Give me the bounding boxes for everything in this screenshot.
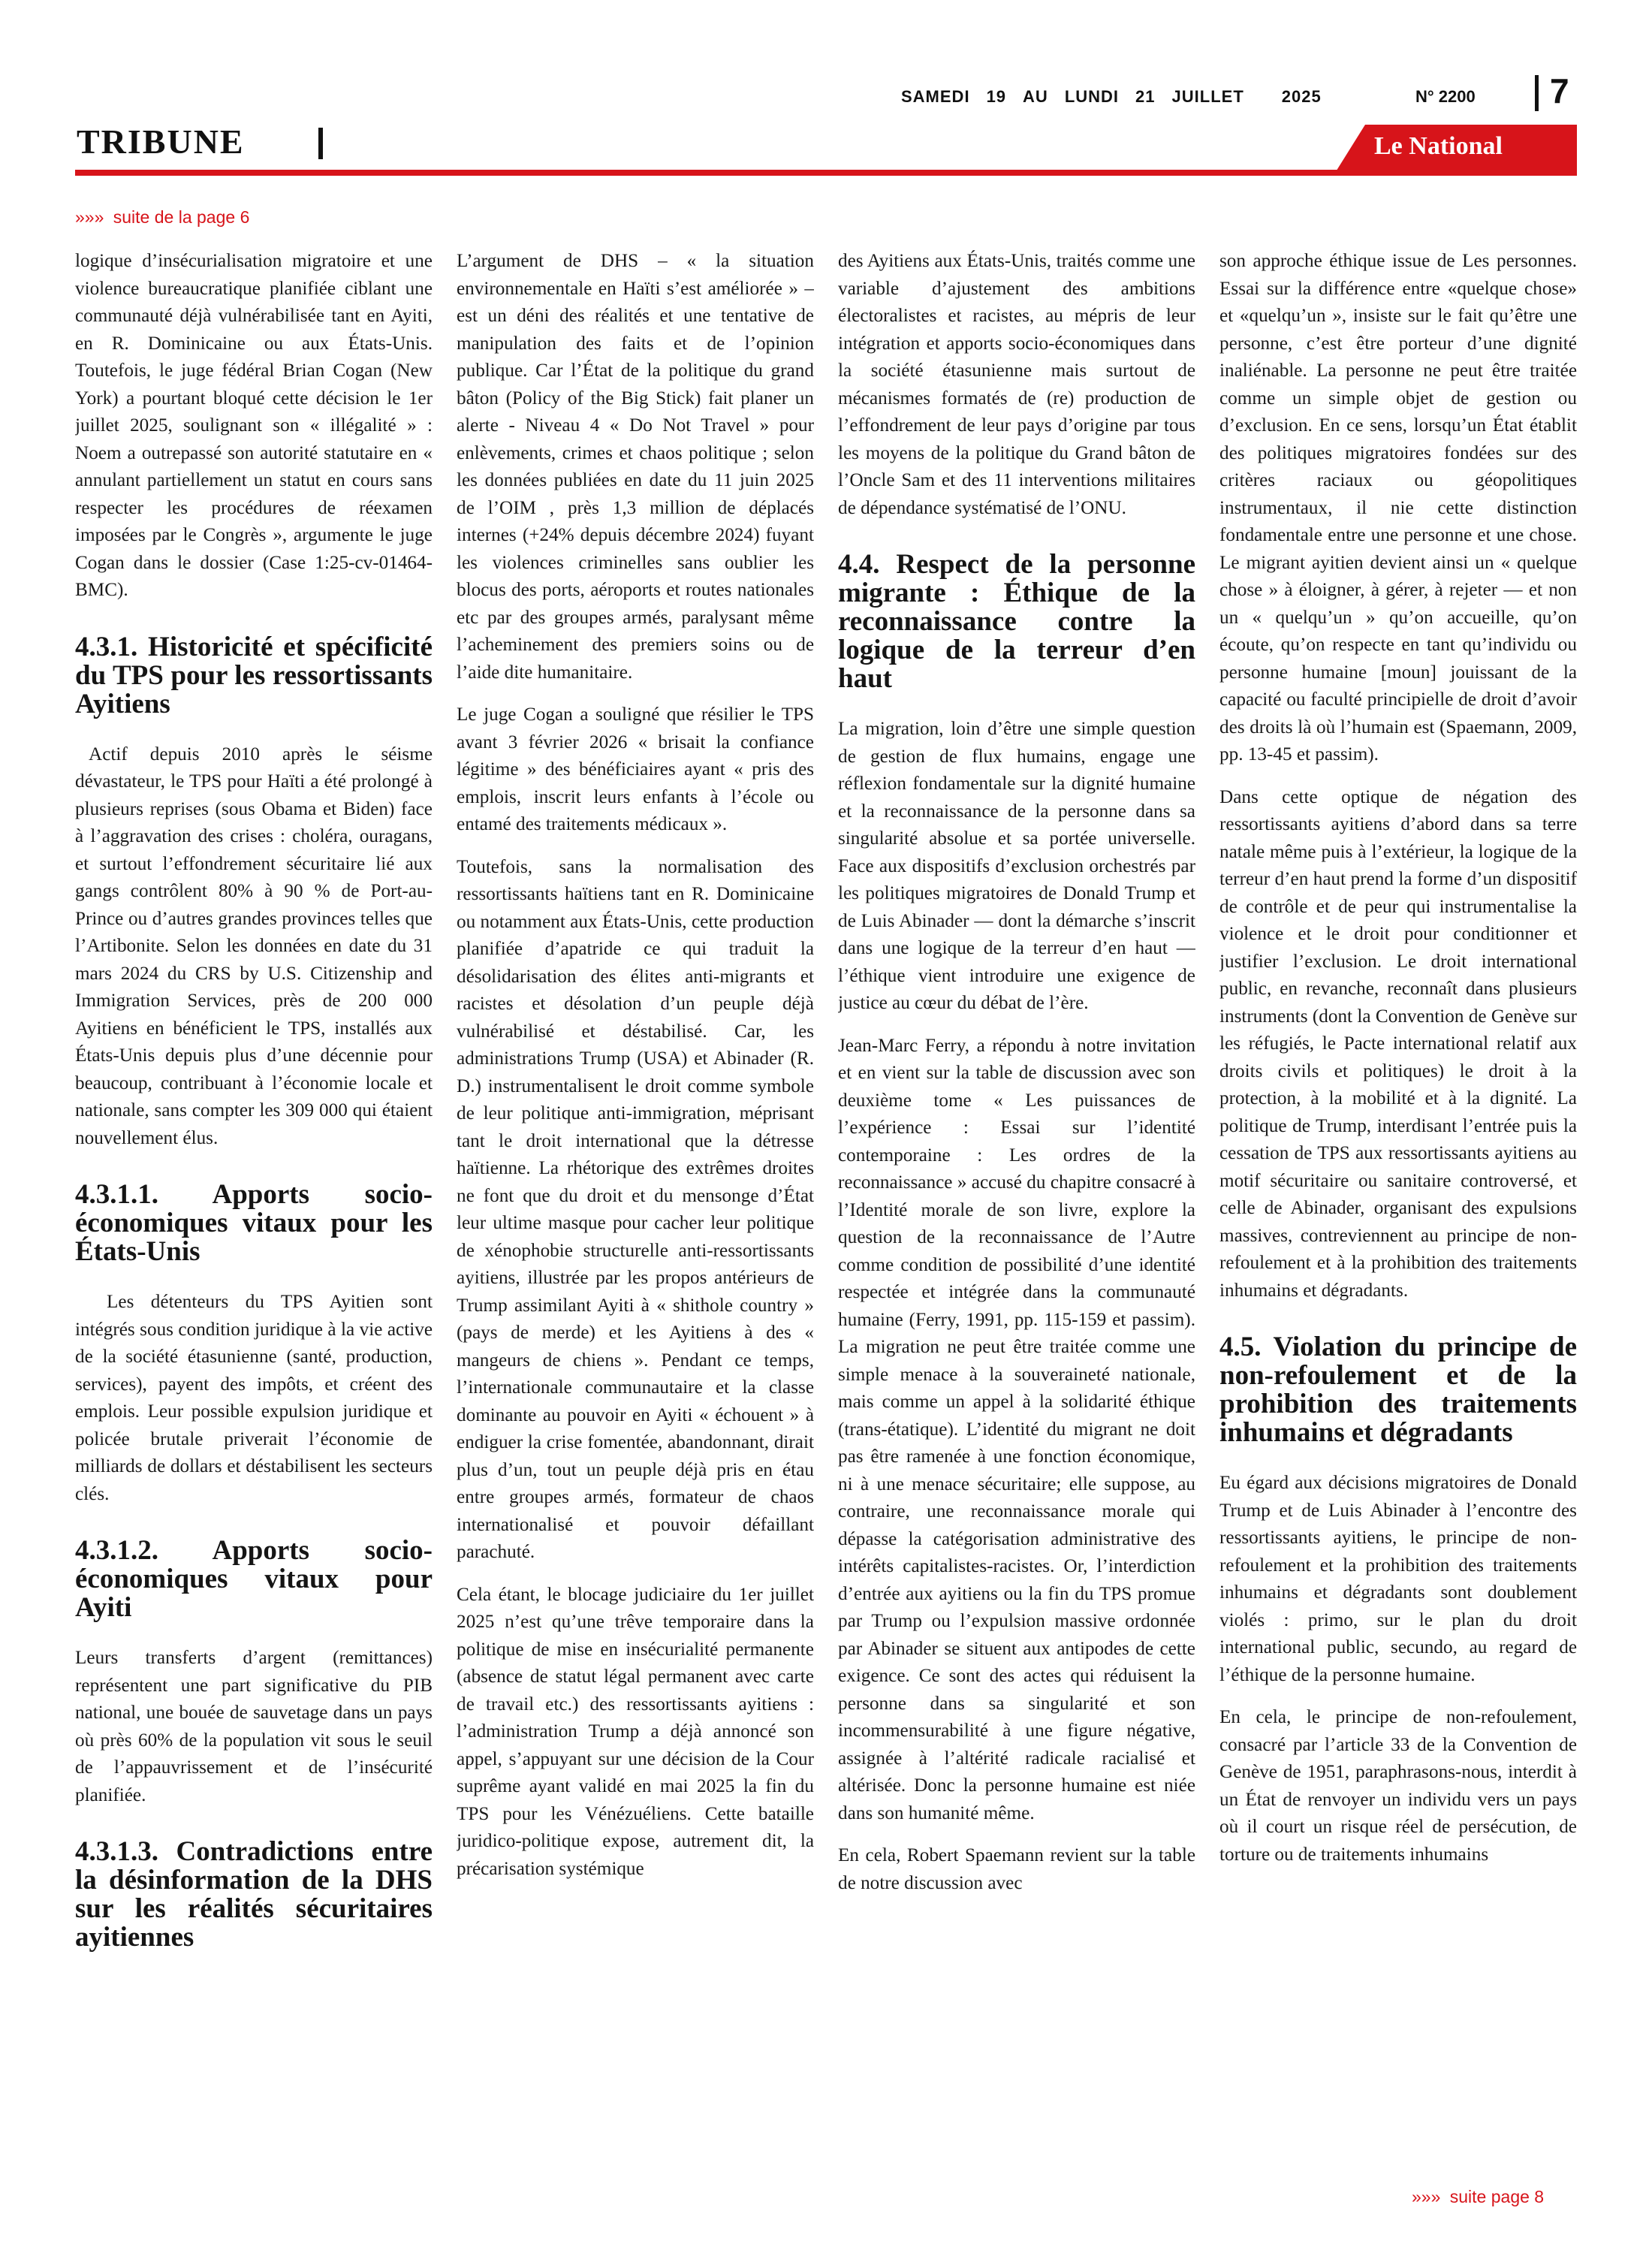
paragraph: Le juge Cogan a souligné que résilier le TPS avant 3 février 2026 « brisait la confiance légitime » des bénéficiaires ayant « pris des emplois, inscrit leurs enfants à l’école ou entamé des traitements médicaux ». <box>457 704 814 834</box>
continued-from-arrows: »»» <box>75 207 104 227</box>
paragraph: Leurs transferts d’argent (remittances) représentent une part significative du PIB national, une bouée de sauvetage dans un pays où près 60% de la population vit sous le seuil de l’appauvrissement et de l’insécurité planifiée. <box>75 1648 433 1805</box>
paragraph: des Ayitiens aux États-Unis, traités comme une variable d’ajustement des ambitions électoralistes et racistes, au mépris de leur intégration et apports socio-économiques dans la société étasunienne mais surtout de mécanismes formatés de (re) production de l’effondrement de leur pays d’origine par tous les moyens de la politique du Grand bâton de l’Oncle Sam et des 11 interventions militaires de dépendance systématisé de l’ONU. <box>838 251 1195 518</box>
paragraph: Toutefois, sans la normalisation des ressortissants haïtiens tant en R. Dominicaine ou notamment aux États-Unis, cette production planifiée d’apatride ce qui traduit la désolidarisation des élites anti-migrants et racistes et désolation d’un peuple déjà vulnérabilisé et déstabilisé. Car, les administrations Trump (USA) et Abinader (R. D.) instrumentalisent le droit comme symbole de leur politique anti-immigration, méprisant tant le droit international que la détresse haïtienne. La rhétorique des extrêmes droites ne font que du droit et du mensonge d’État leur ultime masque pour cacher leur politique de xénophobie structurelle anti-ressortissants ayitiens, illustrée par les propos antérieurs de Trump assimilant Ayiti à « shithole country » (pays de merde) et les Ayitiens à des « mangeurs de chiens ». Pendant ce temps, l’internationale communautaire et la classe dominante au pouvoir en Ayiti « échouent » à endiguer la crise fomentée, abandonnant, dirait plus d’un, tout un peuple déjà pris en étau entre groupes armés, formateur de chaos internationalisé et pouvoir défaillant parachuté. <box>457 856 814 1562</box>
subheading: 4.3.1.3. Contradictions entre la désinformation de la DHS sur les réalités sécuritaires ayitiennes <box>75 1836 433 1953</box>
date-number-end: 21 <box>1135 87 1156 106</box>
continued-from-text: suite de la page <box>113 207 236 227</box>
paragraph: L’argument de DHS – « la situation environnementale en Haïti s’est améliorée » – est un déni des réalités et une tentative de manipulation des faits et de l’opinion publique. Car l’État de la politique du grand bâton (Policy of the Big Stick) fait planer un alerte - Niveau 4 « Do Not Travel » pour enlèvements, crimes et chaos politique ; selon les données publiées en date du 11 juin 2025 de l’OIM , près 1,3 million de déplacés internes (+24% depuis décembre 2024) fuyant les violences criminelles sans oublier les blocus des ports, aéroports et routes nationales etc par des groupes armés, paralysant même l’acheminement des premiers soins ou de l’aide dite humanitaire. <box>457 251 814 683</box>
paragraph: En cela, Robert Spaemann revient sur la table de notre discussion avec <box>838 1845 1195 1893</box>
paragraph: En cela, le principe de non-refoulement, consacré par l’article 33 de la Convention de Genève de 1951, paraphrasons-nous, interdit à un État de renvoyer un individu vers un pays où il court un risque réel de persécution, de torture ou de traitements inhumains <box>1219 1707 1577 1865</box>
continued-to-text: suite page <box>1449 2187 1530 2206</box>
date-year: 2025 <box>1281 87 1322 106</box>
date-day-end: LUNDI <box>1064 87 1120 106</box>
paragraph: Jean-Marc Ferry, a répondu à notre invitation et en vient sur la table de discussion avec son deuxième tome « Les puissances de l’expérience : Essai sur l’identité contemporaine : Les ordres de la reconnaissance » accusé du chapitre consacré à l’Identité morale de son livre, explore la question de la reconnaissance de l’Autre comme condition de possibilité d’une identité respectée et intégrée dans la communauté humaine (Ferry, 1991, pp. 115-159 et passim). La migration ne peut être traitée comme une simple menace à la souveraineté nationale, mais comme un appel à la solidarité éthique (trans-étatique). L’identité du migrant ne doit pas être ramenée à une fonction économique, ni à une menace sécuritaire; elle suppose, au contraire, une reconnaissance morale qui dépasse la catégorisation administrative des intérêts capitalistes-racistes. Or, l’interdiction d’entrée aux ayitiens ou la fin du TPS promue par Trump ou l’expulsion massive ordonnée par Abinader se situent aux antipodes de cette exigence. Ce sont des actes qui réduisent la personne dans sa singularité et son incommensurabilité à une figure négative, assignée à l’altérité radicale racialisé et altérisée. Donc la personne humaine est niée dans son humanité même. <box>838 1035 1195 1823</box>
paragraph: Les détenteurs du TPS Ayitien sont intégrés sous condition juridique à la vie active de la société étasunienne (santé, production, services), payent des impôts, et créent des emplois. Leur possible expulsion juridique et policée brutale priverait l’économie de milliards de dollars et déstabilisent les secteurs clés. <box>75 1292 433 1504</box>
paragraph: son approche éthique issue de Les personnes. Essai sur la différence entre «quelque chose» et «quelqu’un », insiste sur le fait qu’être une personne, c’est être porteur d’une dignité inaliénable. La personne ne peut être traitée comme un simple objet de gestion ou d’exclusion. En ce sens, lorsqu’un État établit des politiques migratoires fondées sur des critères raciaux ou géopolitiques instrumentaux, il nie cette distinction fondamentale entre une personne et une chose. Le migrant ayitien devient ainsi un « quelque chose » à éloigner, à gérer, à rejeter — et non un « quelqu’un » qu’on accueille, qu’on écoute, qu’on respecte en tant qu’individu ou personne humaine [moun] jouissant de la capacité ou faculté principielle de droit d’avoir des droits là où l’humain est (Spaemann, 2009, pp. 13-45 et passim). <box>1219 251 1577 765</box>
section-title-divider <box>318 128 323 159</box>
date-number-start: 19 <box>986 87 1007 106</box>
paragraph: Actif depuis 2010 après le séisme dévastateur, le TPS pour Haïti a été prolongé à plusieurs reprises (sous Obama et Biden) face à l’aggravation des crises : choléra, ouragans, et surtout l’effondrement sécuritaire lié aux gangs contrôlent 80% à 90 % de Port-au-Prince ou d’autres grandes provinces telles que l’Artibonite. Selon les données en date du 31 mars 2024 du CRS by U.S. Citizenship and Immigration Services, près de 200 000 Ayitiens en bénéficient le TPS, installés aux États-Unis depuis plus d’une décennie pour beaucoup, contribuant à l’économie locale et nationale, sans compter les 309 000 qui étaient nouvellement élus. <box>75 743 433 1148</box>
subheading: 4.4. Respect de la personne migrante : Éthique de la reconnaissance contre la logique de la terreur d’en haut <box>838 549 1195 694</box>
subheading: 4.3.1. Historicité et spécificité du TPS pour les ressortissants Ayitiens <box>75 631 433 719</box>
continued-from-page: 6 <box>240 207 250 227</box>
subheading: 4.3.1.1. Apports socio-économiques vitaux pour les États-Unis <box>75 1179 433 1267</box>
article-column-1 <box>75 248 433 2155</box>
paragraph: Cela étant, le blocage judiciaire du 1er juillet 2025 n’est qu’une trêve temporaire dans la politique de mise en insécurialité permanente (absence de statut légal permanent avec carte de travail etc.) des ressortissants ayitiens : l’administration Trump a déjà annoncé son appel, s’appuyant sur une décision de la Cour suprême ayant validé en mai 2025 la fin du TPS pour les Vénézuéliens. Cette bataille juridico-politique expose, autrement dit, la précarisation systémique <box>457 1584 814 1879</box>
page-number: 7 <box>1550 71 1569 110</box>
paragraph: La migration, loin d’être une simple question de gestion de flux humains, engage une réflexion fondamentale sur la dignité humaine et la reconnaissance de la personne dans sa singularité absolue et sa portée universelle. Face aux dispositifs d’exclusion orchestrés par les politiques migratoires de Donald Trump et de Luis Abinader — dont la démarche s’inscrit dans une logique de la terreur d’en haut — l’éthique vient introduire une exigence de justice au cœur du débat de l’ère. <box>838 719 1195 1013</box>
continued-from-link[interactable] <box>75 207 249 228</box>
section-title: TRIBUNE <box>77 122 245 161</box>
continued-to-arrows: »»» <box>1412 2187 1441 2206</box>
article-column-4 <box>1219 248 1577 2155</box>
publication-name: Le National <box>1374 132 1503 160</box>
date-month: JUILLET <box>1171 87 1244 106</box>
issue-date <box>901 87 1352 107</box>
date-connector: AU <box>1023 87 1048 106</box>
subheading: 4.3.1.2. Apports socio-économiques vitaux pour Ayiti <box>75 1535 433 1623</box>
paragraph: Eu égard aux décisions migratoires de Donald Trump et de Luis Abinader à l’encontre des ressortissants ayitiens, le principe de non-refoulement et la prohibition des traitements inhumains et dégradants sont doublement violés : primo, sur le plan du droit international public, secundo, au regard de l’éthique de la personne humaine. <box>1219 1473 1577 1685</box>
article-column-3 <box>838 248 1195 2155</box>
continued-to-link[interactable] <box>1412 2187 1544 2207</box>
date-day-start: SAMEDI <box>901 87 970 106</box>
page-number-divider <box>1535 75 1539 111</box>
article-column-2 <box>457 248 814 2155</box>
header-rule <box>75 170 1577 176</box>
paragraph: Dans cette optique de négation des ressortissants ayitiens d’abord dans sa terre natale même puis à l’extérieur, la logique de la terreur d’en haut prend la forme d’un dispositif de contrôle et de peur qui instrumentalise la violence et le droit pour conditionner et justifier l’exclusion. Le droit international public, en revanche, reconnaît dans plusieurs instruments (dont la Convention de Genève sur les réfugiés, le Pacte international relatif aux droits civils et politiques) le droit à la protection, à la mobilité et à la dignité. La politique de Trump, interdisant l’entrée puis la cessation de TPS aux ressortissants ayitiens au motif sécuritaire ou sanitaire controversé, et celle de Abinader, organisant des expulsions massives, contreviennent au principe de non-refoulement et à la prohibition des traitements inhumains et dégradants. <box>1219 786 1577 1301</box>
continued-to-page: 8 <box>1534 2187 1545 2206</box>
subheading: 4.5. Violation du principe de non-refoulement et de la prohibition des traitements inhumains et dégradants <box>1219 1332 1577 1448</box>
paragraph: logique d’insécurialisation migratoire et une violence bureaucratique planifiée ciblant une communauté déjà vulnérabilisée tant en Ayiti, en R. Dominicaine ou aux États-Unis. Toutefois, le juge fédéral Brian Cogan (New York) a pourtant bloqué cette décision le 1er juillet 2025, soulignant son « illégalité » : Noem a outrepassé son autorité statutaire en « annulant partiellement un statut en cours sans respecter les procédures de réexamen imposées par le Congrès », argumente le juge Cogan dans le dossier (Case 1:25-cv-01464-BMC). <box>75 251 433 600</box>
issue-number: N° 2200 <box>1415 87 1476 106</box>
